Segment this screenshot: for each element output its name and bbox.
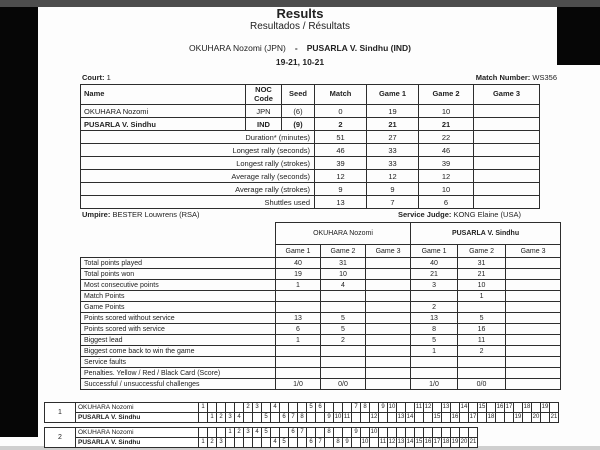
- score-cell: 15: [477, 402, 487, 413]
- stats-col-game3-p1: Game 3: [366, 245, 411, 258]
- stat-value: [458, 357, 506, 368]
- player-noc: JPN: [246, 105, 282, 118]
- match-stat-total: 12: [315, 170, 367, 183]
- stat-value: [458, 302, 506, 313]
- umpire-label: Umpire:: [82, 210, 111, 219]
- player-seed: (6): [282, 105, 315, 118]
- player-game3-score: [474, 118, 540, 131]
- stat-value: [276, 368, 321, 379]
- score-cell: 3: [252, 402, 262, 413]
- stats-row-label: Total points won: [81, 269, 276, 280]
- match-stat-row: [81, 144, 540, 157]
- stat-value: [366, 313, 411, 324]
- service-judge-value: KONG Elaine (USA): [453, 210, 521, 219]
- match-stat-game1: 33: [367, 157, 419, 170]
- player-game2-score: 21: [419, 118, 474, 131]
- score-cell: 2: [234, 427, 244, 438]
- stats-row-label: Total points played: [81, 258, 276, 269]
- score-cell: 14: [405, 412, 415, 423]
- umpire-value: BESTER Louwrens (RSA): [112, 210, 200, 219]
- match-stat-row: [81, 131, 540, 144]
- match-stat-label: Longest rally (seconds): [81, 144, 315, 157]
- stat-value: [506, 346, 561, 357]
- score-cell: 12: [423, 402, 433, 413]
- score-cell: 9: [342, 437, 352, 448]
- stats-row: [81, 324, 561, 335]
- stat-value: [411, 368, 458, 379]
- match-stat-label: Average rally (seconds): [81, 170, 315, 183]
- score-cell: 18: [486, 412, 496, 423]
- stats-row-label: Penalties. Yellow / Red / Black Card (Score): [81, 368, 276, 379]
- stat-value: 21: [411, 269, 458, 280]
- group-header-okuhara: OKUHARA Nozomi: [276, 223, 411, 245]
- match-stat-total: 13: [315, 196, 367, 209]
- match-stat-game1: 12: [367, 170, 419, 183]
- game-number: 2: [44, 427, 76, 448]
- stats-row: [81, 379, 561, 390]
- match-stat-game2: 46: [419, 144, 474, 157]
- match-stat-game3: [474, 144, 540, 157]
- grid-player2-name: PUSARLA V. Sindhu: [75, 412, 199, 423]
- score-cell: 5: [261, 412, 271, 423]
- score-cell: 10: [360, 437, 370, 448]
- score-cell: 8: [324, 427, 334, 438]
- stats-row-label: Successful / unsuccessful challenges: [81, 379, 276, 390]
- stats-row: [81, 313, 561, 324]
- stats-row: [81, 280, 561, 291]
- match-stat-game1: 27: [367, 131, 419, 144]
- match-stat-game3: [474, 131, 540, 144]
- stat-value: [321, 302, 366, 313]
- score-cell: 14: [405, 437, 415, 448]
- stat-value: 5: [321, 313, 366, 324]
- stats-row-label: Game Points: [81, 302, 276, 313]
- col-match: Match: [315, 85, 367, 105]
- score-cell: 4: [234, 412, 244, 423]
- col-seed: Seed: [282, 85, 315, 105]
- score-cell: 1: [225, 427, 235, 438]
- score-cell: 9: [378, 402, 388, 413]
- players-separator: -: [294, 43, 298, 53]
- match-stat-game1: 9: [367, 183, 419, 196]
- results-header-row: [81, 85, 540, 105]
- score-cell: 6: [315, 402, 325, 413]
- match-stat-total: 9: [315, 183, 367, 196]
- score-cell: 9: [324, 412, 334, 423]
- player-match-score: 0: [315, 105, 367, 118]
- match-stat-total: 51: [315, 131, 367, 144]
- stats-row-label: Points scored without service: [81, 313, 276, 324]
- player-row-okuhara: [81, 105, 540, 118]
- stat-value: [366, 346, 411, 357]
- score-cell: 5: [261, 427, 271, 438]
- grid-player1-name: OKUHARA Nozomi: [75, 402, 199, 413]
- score-cell: 9: [351, 427, 361, 438]
- court-value: 1: [106, 73, 111, 82]
- stat-value: 10: [321, 269, 366, 280]
- stats-col-game1-p1: Game 1: [276, 245, 321, 258]
- match-stat-game2: 12: [419, 170, 474, 183]
- score-cell: 3: [243, 427, 253, 438]
- match-number-label: Match Number:: [475, 73, 531, 82]
- stats-row: [81, 291, 561, 302]
- match-stat-game3: [474, 183, 540, 196]
- stat-value: [506, 258, 561, 269]
- stat-value: 40: [411, 258, 458, 269]
- stat-value: [276, 357, 321, 368]
- score-cell: 4: [270, 402, 280, 413]
- stat-value: [506, 324, 561, 335]
- score-cell: 4: [270, 437, 280, 448]
- match-stat-game1: 33: [367, 144, 419, 157]
- score-cell: 11: [414, 402, 424, 413]
- stat-value: [506, 269, 561, 280]
- score-cell: 6: [288, 427, 298, 438]
- stat-value: 2: [458, 346, 506, 357]
- score-cell: 17: [504, 402, 514, 413]
- service-judge-label: Service Judge:: [398, 210, 452, 219]
- stat-value: [506, 368, 561, 379]
- stat-value: [366, 269, 411, 280]
- match-stat-label: Duration* (minutes): [81, 131, 315, 144]
- score-cell: 8: [333, 437, 343, 448]
- stat-value: [276, 291, 321, 302]
- page-title: Results: [276, 6, 324, 21]
- score-cell: 13: [441, 402, 451, 413]
- stat-value: [506, 379, 561, 390]
- game-number: 1: [44, 402, 76, 423]
- stat-value: [366, 280, 411, 291]
- score-cell: 21: [549, 412, 559, 423]
- stat-value: [366, 357, 411, 368]
- score-cell: 20: [531, 412, 541, 423]
- score-cell: 17: [432, 437, 442, 448]
- stat-value: [411, 291, 458, 302]
- stat-value: 0/0: [321, 379, 366, 390]
- stat-value: 13: [411, 313, 458, 324]
- score-cell: 16: [423, 437, 433, 448]
- score-cell: 7: [297, 427, 307, 438]
- stat-value: 0/0: [458, 379, 506, 390]
- match-score: 19-21, 10-21: [275, 57, 325, 67]
- stats-col-game1-p2: Game 1: [411, 245, 458, 258]
- match-number: [400, 73, 557, 82]
- score-cell: 18: [522, 402, 532, 413]
- player-game1-score: 21: [367, 118, 419, 131]
- match-stat-game3: [474, 196, 540, 209]
- player-noc: IND: [246, 118, 282, 131]
- score-cell: 16: [450, 412, 460, 423]
- statistics-table: [80, 222, 561, 390]
- score-cell: 13: [396, 412, 406, 423]
- match-stat-row: [81, 196, 540, 209]
- stat-value: [321, 291, 366, 302]
- score-cell: 15: [414, 437, 424, 448]
- stat-value: [321, 368, 366, 379]
- stat-value: [458, 368, 506, 379]
- player-game3-score: [474, 105, 540, 118]
- score-cell: 12: [387, 437, 397, 448]
- score-cell: 15: [432, 412, 442, 423]
- score-cell: 20: [459, 437, 469, 448]
- match-stat-row: [81, 157, 540, 170]
- score-cell: 13: [396, 437, 406, 448]
- score-cell: 5: [306, 402, 316, 413]
- score-grid-game-2: [44, 427, 478, 448]
- results-table: [80, 84, 540, 209]
- player-name: OKUHARA Nozomi: [81, 105, 246, 118]
- match-stat-row: [81, 183, 540, 196]
- score-cell: 19: [450, 437, 460, 448]
- score-cell: 19: [540, 402, 550, 413]
- stat-value: 31: [458, 258, 506, 269]
- stat-value: [366, 302, 411, 313]
- stat-value: 2: [321, 335, 366, 346]
- stat-value: [276, 346, 321, 357]
- stat-value: 5: [458, 313, 506, 324]
- score-cell: 8: [297, 412, 307, 423]
- score-cell: 21: [468, 437, 478, 448]
- score-cell: 8: [360, 402, 370, 413]
- stat-value: [321, 346, 366, 357]
- stat-value: [366, 335, 411, 346]
- score-cell: 1: [198, 402, 208, 413]
- stat-value: [366, 379, 411, 390]
- stat-value: [506, 291, 561, 302]
- stat-value: [506, 302, 561, 313]
- stat-value: 6: [276, 324, 321, 335]
- stat-value: 5: [411, 335, 458, 346]
- stats-row-label: Service faults: [81, 357, 276, 368]
- stat-value: 8: [411, 324, 458, 335]
- stats-row-label: Biggest come back to win the game: [81, 346, 276, 357]
- score-cell: 3: [216, 437, 226, 448]
- col-game2: Game 2: [419, 85, 474, 105]
- match-players: [0, 43, 600, 53]
- stat-value: 11: [458, 335, 506, 346]
- letterbox-left-bar: [0, 7, 38, 437]
- grid-player2-name: PUSARLA V. Sindhu: [75, 437, 199, 448]
- match-stat-game2: 6: [419, 196, 474, 209]
- stat-value: 3: [411, 280, 458, 291]
- stat-value: 1: [411, 346, 458, 357]
- score-cell: 16: [495, 402, 505, 413]
- match-stat-row: [81, 170, 540, 183]
- score-grid-game-1: [44, 402, 559, 423]
- score-cell: 10: [369, 427, 379, 438]
- match-stat-game2: 39: [419, 157, 474, 170]
- stat-value: [366, 258, 411, 269]
- score-cell: 12: [369, 412, 379, 423]
- score-cell: 6: [279, 412, 289, 423]
- stats-col-game3-p2: Game 3: [506, 245, 561, 258]
- match-stat-total: 46: [315, 144, 367, 157]
- stats-row: [81, 335, 561, 346]
- score-cell: 7: [351, 402, 361, 413]
- stats-row-label: Points scored with service: [81, 324, 276, 335]
- score-cell: 7: [288, 412, 298, 423]
- score-cell: 17: [468, 412, 478, 423]
- score-cell: 2: [216, 412, 226, 423]
- match-number-value: WS356: [532, 73, 557, 82]
- match-stat-game3: [474, 170, 540, 183]
- page-subtitle: Resultados / Résultats: [249, 21, 351, 32]
- stat-value: [506, 313, 561, 324]
- stats-row: [81, 258, 561, 269]
- stat-value: 1: [276, 280, 321, 291]
- player-name: PUSARLA V. Sindhu: [81, 118, 246, 131]
- stat-value: 1: [458, 291, 506, 302]
- player-row-pusarla: [81, 118, 540, 131]
- score-cell: 11: [378, 437, 388, 448]
- score-cell: 5: [279, 437, 289, 448]
- stat-value: [506, 357, 561, 368]
- stat-value: [366, 368, 411, 379]
- player-game2-score: 10: [419, 105, 474, 118]
- stats-col-game2-p1: Game 2: [321, 245, 366, 258]
- stats-row-label: Biggest lead: [81, 335, 276, 346]
- stats-body: [81, 258, 561, 390]
- score-cell: 11: [342, 412, 352, 423]
- umpire-info: [82, 210, 200, 219]
- col-name: Name: [81, 85, 246, 105]
- court-info: [82, 73, 111, 82]
- match-stat-label: Shuttles used: [81, 196, 315, 209]
- player2-name: PUSARLA V. Sindhu (IND): [306, 43, 411, 53]
- stat-value: 4: [321, 280, 366, 291]
- stat-value: [366, 291, 411, 302]
- score-cell: 6: [306, 437, 316, 448]
- match-stat-total: 39: [315, 157, 367, 170]
- stat-value: [276, 302, 321, 313]
- match-stat-label: Average rally (strokes): [81, 183, 315, 196]
- stats-col-game2-p2: Game 2: [458, 245, 506, 258]
- match-stat-game1: 7: [367, 196, 419, 209]
- grid-player2-points: [199, 412, 559, 423]
- col-game3: Game 3: [474, 85, 540, 105]
- score-cell: 4: [252, 427, 262, 438]
- col-noc-code: NOC Code: [246, 85, 282, 105]
- stats-row: [81, 368, 561, 379]
- stat-value: [506, 335, 561, 346]
- grid-player1-name: OKUHARA Nozomi: [75, 427, 199, 438]
- score-cell: 7: [315, 437, 325, 448]
- score-cell: 2: [243, 402, 253, 413]
- stat-value: [366, 324, 411, 335]
- stats-header-spacer: [81, 223, 276, 258]
- score-cell: 10: [333, 412, 343, 423]
- stat-value: [506, 280, 561, 291]
- stat-value: 1/0: [411, 379, 458, 390]
- stat-value: 5: [321, 324, 366, 335]
- score-cell: 1: [198, 437, 208, 448]
- score-cell: 3: [225, 412, 235, 423]
- stats-group-header-row: [81, 223, 561, 245]
- score-cell: 18: [441, 437, 451, 448]
- player1-name: OKUHARA Nozomi (JPN): [189, 43, 286, 53]
- stats-row-label: Most consecutive points: [81, 280, 276, 291]
- score-cell: 14: [459, 402, 469, 413]
- match-stat-game2: 22: [419, 131, 474, 144]
- col-game1: Game 1: [367, 85, 419, 105]
- stat-value: [411, 357, 458, 368]
- stat-value: 2: [411, 302, 458, 313]
- score-cell: 1: [207, 412, 217, 423]
- stats-row: [81, 357, 561, 368]
- stat-value: 13: [276, 313, 321, 324]
- stats-row: [81, 269, 561, 280]
- stats-row-label: Match Points: [81, 291, 276, 302]
- stats-row: [81, 302, 561, 313]
- score-cell: 19: [513, 412, 523, 423]
- stat-value: 40: [276, 258, 321, 269]
- score-cell: 10: [387, 402, 397, 413]
- match-stat-game3: [474, 157, 540, 170]
- match-stat-game2: 10: [419, 183, 474, 196]
- player-seed: (9): [282, 118, 315, 131]
- stat-value: [321, 357, 366, 368]
- service-judge-info: [398, 210, 521, 219]
- grid-player2-points: [199, 437, 478, 448]
- stat-value: 1: [276, 335, 321, 346]
- stat-value: 31: [321, 258, 366, 269]
- stat-value: 16: [458, 324, 506, 335]
- player-game1-score: 19: [367, 105, 419, 118]
- stat-value: 19: [276, 269, 321, 280]
- stats-row: [81, 346, 561, 357]
- stat-value: 21: [458, 269, 506, 280]
- stat-value: 1/0: [276, 379, 321, 390]
- stat-value: 10: [458, 280, 506, 291]
- match-stat-label: Longest rally (strokes): [81, 157, 315, 170]
- court-label: Court:: [82, 73, 105, 82]
- player-match-score: 2: [315, 118, 367, 131]
- group-header-pusarla: PUSARLA V. Sindhu: [411, 223, 561, 245]
- match-stats-body: [81, 131, 540, 209]
- score-cell: 2: [207, 437, 217, 448]
